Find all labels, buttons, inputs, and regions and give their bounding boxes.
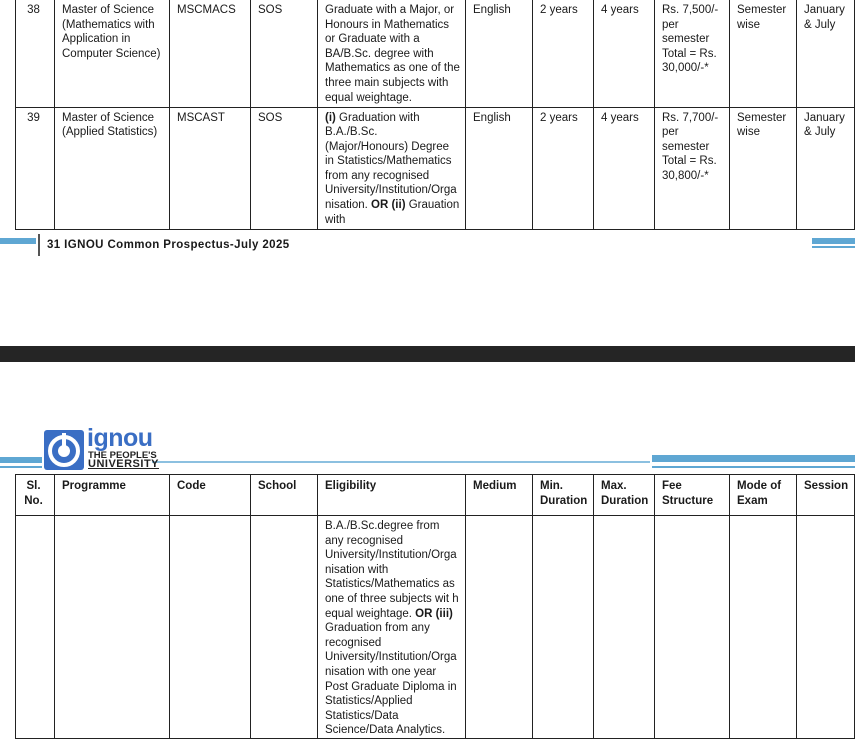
- elig-text: Graduation with B.A./B.Sc. (Major/Honours) Degree in Statistics/Mathematics from any recognised University/Institution/Organisation.: [325, 111, 457, 212]
- cell-mode: [730, 516, 797, 739]
- cell-fee: [655, 516, 730, 739]
- cell-medium: [466, 516, 533, 739]
- cell-max-duration: 4 years: [594, 0, 655, 107]
- cell-programme: Master of Science (Mathematics with Application in Computer Science): [55, 0, 170, 107]
- page-footer: 31 IGNOU Common Prospectus-July 2025: [47, 239, 290, 251]
- cell-max-duration: 4 years: [594, 107, 655, 229]
- cell-medium: English: [466, 107, 533, 229]
- footer-divider: [38, 234, 40, 256]
- footer-band-right-bottom: [812, 246, 855, 248]
- cell-school: SOS: [251, 107, 318, 229]
- programme-table-top: [15, 0, 855, 230]
- cell-mode: Semester wise: [730, 107, 797, 229]
- cell-eligibility: Graduate with a Major, or Honours in Mathematics or Graduate with a BA/B.Sc. degree with Mathematics as one of the three main subjects with equal weightage.: [318, 0, 466, 107]
- header-eligibility: Eligibility: [318, 475, 466, 516]
- programme-table-continued: [15, 474, 855, 739]
- cell-code: [170, 516, 251, 739]
- table-row: [16, 107, 855, 229]
- header-band-mid-line: [152, 461, 650, 463]
- header-band-left: [0, 457, 42, 463]
- cell-fee: Rs. 7,500/- per semester Total = Rs. 30,000/-*: [655, 0, 730, 107]
- cell-school: [251, 516, 318, 739]
- logo-tag-line2: UNIVERSITY: [88, 458, 160, 470]
- cell-min-duration: 2 years: [533, 0, 594, 107]
- header-school: School: [251, 475, 318, 516]
- elig-text: Grauation with: [325, 199, 460, 226]
- header-medium: Medium: [466, 475, 533, 516]
- header-session: Session: [797, 475, 855, 516]
- table-row: [16, 516, 855, 739]
- cell-sl: 38: [16, 0, 55, 107]
- cell-mode: Semester wise: [730, 0, 797, 107]
- header-band-right-line: [652, 466, 855, 468]
- footer-band-right: [812, 238, 855, 244]
- elig-text: Graduation from any recognised University/Institution/Organisation with one year Post Graduate Diploma in Statistics/Applied Statistics/Data Science/Data Analytics.: [325, 622, 457, 737]
- cell-code: MSCMACS: [170, 0, 251, 107]
- cell-max-duration: [594, 516, 655, 739]
- cell-session: January & July: [797, 107, 855, 229]
- footer-band-left: [0, 238, 36, 244]
- header-band-right: [652, 455, 855, 462]
- header-mode: Mode of Exam: [730, 475, 797, 516]
- header-code: Code: [170, 475, 251, 516]
- header-sl: Sl. No.: [16, 475, 55, 516]
- logo-wordmark: ignou: [87, 424, 153, 452]
- cell-eligibility: [318, 516, 466, 739]
- cell-code: MSCAST: [170, 107, 251, 229]
- elig-marker-or-iii: OR (iii): [415, 607, 453, 620]
- cell-medium: English: [466, 0, 533, 107]
- elig-marker-i: (i): [325, 111, 336, 124]
- cell-min-duration: 2 years: [533, 107, 594, 229]
- cell-school: SOS: [251, 0, 318, 107]
- table-row: [16, 0, 855, 107]
- cell-session: January & July: [797, 0, 855, 107]
- cell-session: [797, 516, 855, 739]
- elig-marker-or-ii: OR (ii): [371, 199, 406, 212]
- page-break-bar: [0, 346, 855, 362]
- header-programme: Programme: [55, 475, 170, 516]
- header-max-duration: Max. Duration: [594, 475, 655, 516]
- cell-min-duration: [533, 516, 594, 739]
- cell-programme: [55, 516, 170, 739]
- header-fee: Fee Structure: [655, 475, 730, 516]
- ignou-logo-icon: [44, 430, 84, 470]
- logo-tagline: [88, 451, 159, 469]
- header-min-duration: Min. Duration: [533, 475, 594, 516]
- header-band-left-line: [0, 466, 42, 468]
- cell-sl: 39: [16, 107, 55, 229]
- table-header-row: [16, 475, 855, 516]
- cell-fee: Rs. 7,700/- per semester Total = Rs. 30,800/-*: [655, 107, 730, 229]
- cell-sl: [16, 516, 55, 739]
- logo-tag-line1: THE PEOPLE'S: [88, 450, 157, 461]
- cell-eligibility: [318, 107, 466, 229]
- elig-text: B.A./B.Sc.degree from any recognised University/Institution/Organisation with Statistics/Mathematics as one of three subjects wit h equal weightage.: [325, 520, 459, 620]
- cell-programme: Master of Science (Applied Statistics): [55, 107, 170, 229]
